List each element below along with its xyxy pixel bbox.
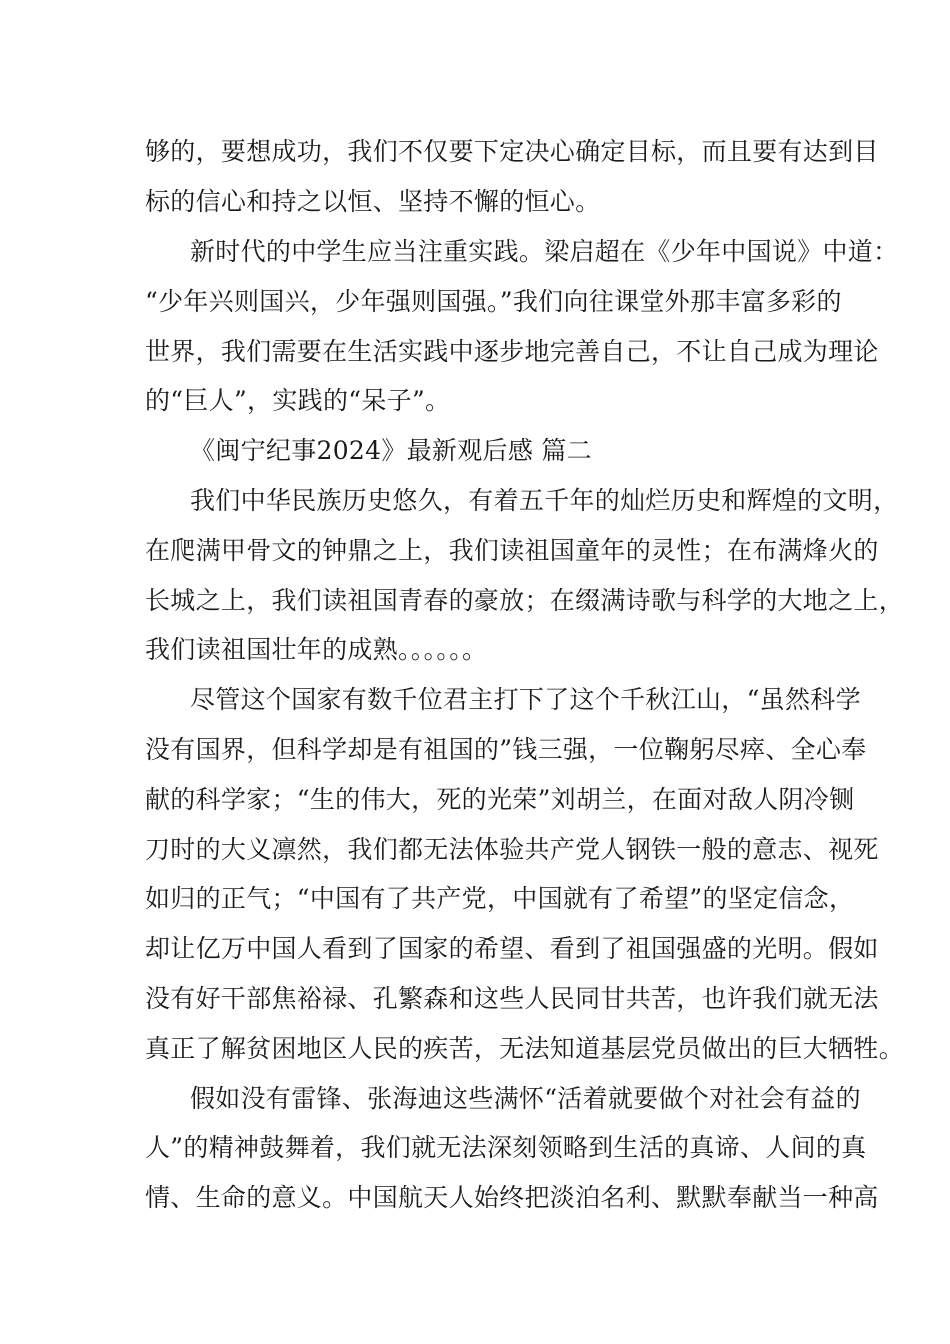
paragraph-first-line: 我们中华民族历史悠久，有着五千年的灿烂历史和辉煌的文明， [190,486,899,515]
text-line: 在爬满甲骨文的钟鼎之上，我们读祖国童年的灵性；在布满烽火的 [145,536,879,565]
text-line: 献的科学家；“生的伟大，死的光荣”刘胡兰，在面对敌人阴冷铡 [145,785,855,814]
text-line: 我们读祖国壮年的成熟。。。。。。 [145,635,488,664]
text-line: 人”的精神鼓舞着，我们就无法深刻领略到生活的真谛、人间的真 [145,1133,867,1162]
text-line: 长城之上，我们读祖国青春的豪放；在缀满诗歌与科学的大地之上， [145,586,905,615]
text-line: 够的，要想成功，我们不仅要下定决心确定目标，而且要有达到目 [145,137,879,166]
text-line: 世界，我们需要在生活实践中逐步地完善自己，不让自己成为理论 [145,337,879,366]
text-line: 却让亿万中国人看到了国家的希望、看到了祖国强盛的光明。假如 [145,934,879,963]
text-line: 没有国界，但科学却是有祖国的”钱三强，一位鞠躬尽瘁、全心奉 [145,735,867,764]
text-line: 标的信心和持之以恒、坚持不懈的恒心。 [145,187,601,216]
text-line: 如归的正气；“中国有了共产党，中国就有了希望”的坚定信念， [145,884,855,913]
text-line: 真正了解贫困地区人民的疾苦，无法知道基层党员做出的巨大牺牲。 [145,1034,905,1063]
paragraph-first-line: 新时代的中学生应当注重实践。梁启超在《少年中国说》中道： [190,237,899,266]
text-line: 情、生命的意义。中国航天人始终把淡泊名利、默默奉献当一种高 [145,1183,879,1212]
paragraph-first-line: 尽管这个国家有数千位君主打下了这个千秋江山，“虽然科学 [190,685,861,714]
section-heading: 《闽宁纪事2024》最新观后感 篇二 [190,436,592,465]
text-line: 的“巨人”，实践的“呆子”。 [145,386,451,415]
text-line: 刀时的大义凛然，我们都无法体验共产党人钢铁一般的意志、视死 [145,835,879,864]
paragraph-first-line: 假如没有雷锋、张海迪这些满怀“活着就要做个对社会有益的 [190,1084,861,1113]
text-line: 没有好干部焦裕禄、孔繁森和这些人民同甘共苦，也许我们就无法 [145,984,879,1013]
text-line: “少年兴则国兴，少年强则国强。”我们向往课堂外那丰富多彩的 [145,287,842,316]
